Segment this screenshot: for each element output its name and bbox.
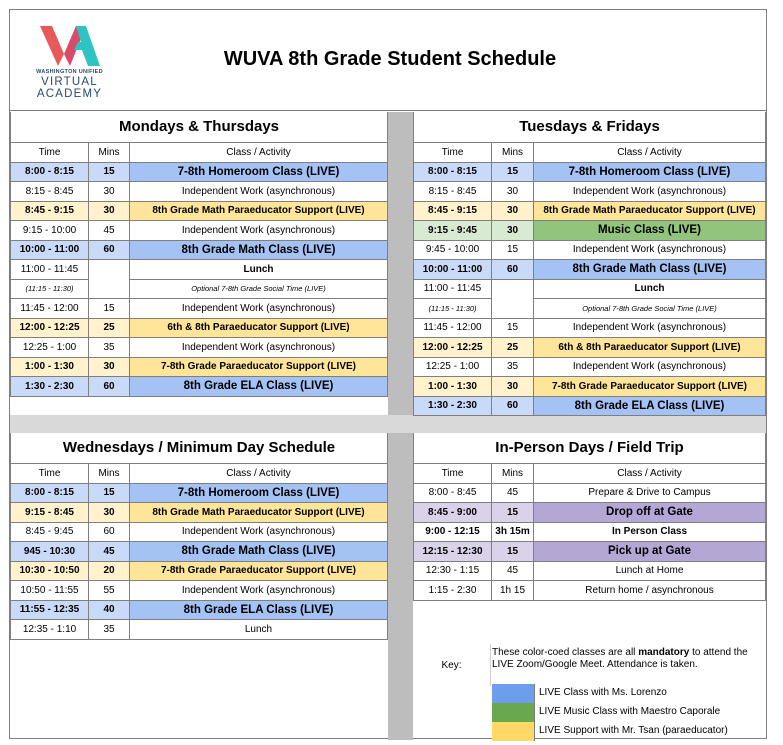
row-mins: 15 <box>89 483 130 503</box>
key-swatch <box>492 722 535 741</box>
va-logo-icon <box>40 24 100 68</box>
key-label: Key: <box>413 644 491 686</box>
table-row <box>414 182 766 202</box>
row-mins: 3h 15m <box>492 522 534 542</box>
row-activity: 7-8th Homeroom Class (LIVE) <box>130 162 388 182</box>
row-activity: 7-8th Homeroom Class (LIVE) <box>534 162 766 182</box>
row-time: 9:15 - 8:45 <box>11 503 89 523</box>
row-mins: 1h 15 <box>492 581 534 601</box>
table-row <box>414 240 766 260</box>
row-time: 12:00 - 12:25 <box>414 338 492 358</box>
schedule-sheet <box>9 9 767 739</box>
row-mins: 45 <box>89 542 130 562</box>
row-mins: 35 <box>492 357 534 377</box>
row-time: 8:45 - 9:45 <box>11 522 89 542</box>
row-time: 9:00 - 12:15 <box>414 522 492 542</box>
row-time: 10:00 - 11:00 <box>414 260 492 280</box>
row-mins: 60 <box>89 240 130 260</box>
panel-title: Wednesdays / Minimum Day Schedule <box>11 433 388 463</box>
table-row <box>11 182 388 202</box>
table-row <box>414 542 766 562</box>
row-activity: 7-8th Homeroom Class (LIVE) <box>130 483 388 503</box>
page-title: WUVA 8th Grade Student Schedule <box>223 48 557 70</box>
row-mins: 60 <box>89 377 130 397</box>
row-mins: 35 <box>89 338 130 358</box>
col-header-activity: Class / Activity <box>534 463 766 483</box>
table-row <box>11 338 388 358</box>
col-header-activity: Class / Activity <box>534 142 766 162</box>
panel-tue-fri <box>413 112 766 416</box>
table-row <box>414 377 766 397</box>
logo-subtext: WASHINGTON UNIFIED <box>36 69 103 75</box>
table-row <box>11 260 388 280</box>
col-header-activity: Class / Activity <box>130 142 388 162</box>
table-row <box>11 377 388 397</box>
row-time: 8:45 - 9:00 <box>414 503 492 523</box>
row-mins: 55 <box>89 581 130 601</box>
table-row <box>414 522 766 542</box>
row-time: 1:00 - 1:30 <box>11 357 89 377</box>
row-time: 9:15 - 9:45 <box>414 221 492 241</box>
row-activity: 6th & 8th Paraeducator Support (LIVE) <box>534 338 766 358</box>
panel-title: In-Person Days / Field Trip <box>414 433 766 463</box>
row-activity: 6th & 8th Paraeducator Support (LIVE) <box>130 318 388 338</box>
row-time: 9:45 - 10:00 <box>414 240 492 260</box>
row-time: 8:45 - 9:15 <box>11 201 89 221</box>
row-time: 10:30 - 10:50 <box>11 561 89 581</box>
row-activity: 7-8th Grade Paraeducator Support (LIVE) <box>130 357 388 377</box>
row-time: 1:15 - 2:30 <box>414 581 492 601</box>
panel-title: Mondays & Thursdays <box>11 112 388 142</box>
row-activity: 8th Grade Math Class (LIVE) <box>130 240 388 260</box>
table-row <box>11 581 388 601</box>
row-mins: 30 <box>89 182 130 202</box>
col-header-time: Time <box>414 463 492 483</box>
row-activity: Lunch <box>130 260 388 280</box>
table-row <box>11 240 388 260</box>
row-time: (11:15 - 11:30) <box>414 299 492 319</box>
wuva-logo <box>32 24 107 100</box>
col-header-activity: Class / Activity <box>130 463 388 483</box>
row-time: 8:45 - 9:15 <box>414 201 492 221</box>
row-mins: 30 <box>492 377 534 397</box>
col-header-mins: Mins <box>492 142 534 162</box>
color-key <box>413 644 766 740</box>
row-activity: Optional 7-8th Grade Social Time (LIVE) <box>534 299 766 319</box>
key-item-yellow <box>492 722 766 741</box>
row-activity: Music Class (LIVE) <box>534 221 766 241</box>
table-row <box>11 483 388 503</box>
row-mins: 25 <box>89 318 130 338</box>
divider-horizontal <box>10 415 766 433</box>
header <box>10 10 766 111</box>
table-row <box>11 600 388 620</box>
row-time: 10:00 - 11:00 <box>11 240 89 260</box>
row-time: 12:25 - 1:00 <box>11 338 89 358</box>
key-text: LIVE Class with Ms. Lorenzo <box>539 687 667 698</box>
row-mins: 60 <box>492 396 534 416</box>
row-mins: 45 <box>492 483 534 503</box>
row-activity: Drop off at Gate <box>534 503 766 523</box>
row-activity: 8th Grade Math Paraeducator Support (LIVE) <box>534 201 766 221</box>
row-activity: Lunch at Home <box>534 561 766 581</box>
table-row <box>11 221 388 241</box>
row-time: 11:00 - 11:45 <box>11 260 89 280</box>
col-header-mins: Mins <box>89 463 130 483</box>
row-mins: 30 <box>89 357 130 377</box>
table-row <box>11 561 388 581</box>
row-time: 12:30 - 1:15 <box>414 561 492 581</box>
row-time: 1:30 - 2:30 <box>11 377 89 397</box>
row-activity: 8th Grade Math Paraeducator Support (LIVE) <box>130 503 388 523</box>
row-time: 8:15 - 8:45 <box>414 182 492 202</box>
row-time: 12:35 - 1:10 <box>11 620 89 640</box>
table-row <box>414 581 766 601</box>
row-activity: Independent Work (asynchronous) <box>534 357 766 377</box>
table-row <box>11 318 388 338</box>
row-time: 8:00 - 8:15 <box>414 162 492 182</box>
row-mins: 30 <box>492 182 534 202</box>
row-mins <box>492 279 534 318</box>
key-swatch <box>492 703 535 722</box>
row-mins: 15 <box>89 162 130 182</box>
row-activity: Independent Work (asynchronous) <box>130 221 388 241</box>
logo-text-virtual: VIRTUAL <box>41 76 98 88</box>
table-row <box>414 221 766 241</box>
key-description: These color-coed classes are all mandatory to attend the LIVE Zoom/Google Meet. Attendance is taken. <box>492 647 748 670</box>
key-text: LIVE Music Class with Maestro Caporale <box>539 706 721 717</box>
row-activity: Independent Work (asynchronous) <box>534 318 766 338</box>
row-time: 12:15 - 12:30 <box>414 542 492 562</box>
table-row <box>414 299 766 319</box>
row-time: 11:00 - 11:45 <box>414 279 492 299</box>
table-row <box>11 542 388 562</box>
table-row <box>414 483 766 503</box>
row-mins: 15 <box>492 542 534 562</box>
row-activity: 8th Grade ELA Class (LIVE) <box>130 600 388 620</box>
table-row <box>414 162 766 182</box>
table-row <box>414 561 766 581</box>
row-mins: 60 <box>492 260 534 280</box>
row-mins: 30 <box>89 201 130 221</box>
col-header-mins: Mins <box>89 142 130 162</box>
row-activity: In Person Class <box>534 522 766 542</box>
table-row <box>414 338 766 358</box>
table-row <box>414 503 766 523</box>
row-activity: 7-8th Grade Paraeducator Support (LIVE) <box>130 561 388 581</box>
row-activity: Lunch <box>130 620 388 640</box>
row-time: 945 - 10:30 <box>11 542 89 562</box>
panel-in-person <box>413 433 766 601</box>
row-activity: Independent Work (asynchronous) <box>130 338 388 358</box>
row-time: 8:15 - 8:45 <box>11 182 89 202</box>
row-activity: 8th Grade Math Class (LIVE) <box>130 542 388 562</box>
row-activity: 8th Grade ELA Class (LIVE) <box>534 396 766 416</box>
table-row <box>414 201 766 221</box>
row-activity: 8th Grade Math Class (LIVE) <box>534 260 766 280</box>
row-activity: Return home / asynchronous <box>534 581 766 601</box>
row-mins: 15 <box>89 299 130 319</box>
table-row <box>414 279 766 299</box>
key-item-green <box>492 703 766 722</box>
row-activity: Prepare & Drive to Campus <box>534 483 766 503</box>
row-time: 10:50 - 11:55 <box>11 581 89 601</box>
row-mins: 35 <box>89 620 130 640</box>
row-mins: 20 <box>89 561 130 581</box>
row-mins: 30 <box>492 221 534 241</box>
row-activity: 8th Grade ELA Class (LIVE) <box>130 377 388 397</box>
row-mins: 45 <box>89 221 130 241</box>
key-text: LIVE Support with Mr. Tsan (paraeducator) <box>539 725 728 736</box>
row-time: 8:00 - 8:15 <box>11 162 89 182</box>
table-row <box>11 620 388 640</box>
table-row <box>11 162 388 182</box>
table-row <box>414 396 766 416</box>
row-time: 8:00 - 8:15 <box>11 483 89 503</box>
col-header-mins: Mins <box>492 463 534 483</box>
row-time: 11:45 - 12:00 <box>11 299 89 319</box>
row-mins: 30 <box>89 503 130 523</box>
col-header-time: Time <box>11 142 89 162</box>
row-activity: Lunch <box>534 279 766 299</box>
panel-mon-thu <box>10 112 388 397</box>
row-mins: 15 <box>492 240 534 260</box>
row-activity: 7-8th Grade Paraeducator Support (LIVE) <box>534 377 766 397</box>
row-activity: Independent Work (asynchronous) <box>534 240 766 260</box>
panel-wednesday <box>10 433 388 640</box>
row-activity: Optional 7-8th Grade Social Time (LIVE) <box>130 279 388 299</box>
row-time: (11:15 - 11:30) <box>11 279 89 299</box>
row-mins: 40 <box>89 600 130 620</box>
table-row <box>11 201 388 221</box>
row-activity: Independent Work (asynchronous) <box>130 522 388 542</box>
row-activity: Independent Work (asynchronous) <box>130 299 388 319</box>
row-activity: Independent Work (asynchronous) <box>534 182 766 202</box>
row-activity: Independent Work (asynchronous) <box>130 182 388 202</box>
row-mins <box>89 260 130 299</box>
row-activity: Pick up at Gate <box>534 542 766 562</box>
row-time: 9:15 - 10:00 <box>11 221 89 241</box>
row-mins: 45 <box>492 561 534 581</box>
row-mins: 15 <box>492 318 534 338</box>
row-mins: 60 <box>89 522 130 542</box>
row-mins: 25 <box>492 338 534 358</box>
row-time: 12:00 - 12:25 <box>11 318 89 338</box>
row-time: 12:25 - 1:00 <box>414 357 492 377</box>
logo-text-academy: ACADEMY <box>36 88 103 100</box>
row-time: 8:00 - 8:45 <box>414 483 492 503</box>
table-row <box>414 357 766 377</box>
row-mins: 15 <box>492 162 534 182</box>
table-row <box>414 260 766 280</box>
table-row <box>414 318 766 338</box>
row-time: 1:30 - 2:30 <box>414 396 492 416</box>
key-swatch <box>492 684 535 703</box>
row-time: 11:55 - 12:35 <box>11 600 89 620</box>
table-row <box>11 299 388 319</box>
table-row <box>11 357 388 377</box>
row-mins: 30 <box>492 201 534 221</box>
row-mins: 15 <box>492 503 534 523</box>
table-row <box>11 279 388 299</box>
table-row <box>11 503 388 523</box>
col-header-time: Time <box>11 463 89 483</box>
col-header-time: Time <box>414 142 492 162</box>
row-time: 11:45 - 12:00 <box>414 318 492 338</box>
row-activity: Independent Work (asynchronous) <box>130 581 388 601</box>
table-row <box>11 522 388 542</box>
row-activity: 8th Grade Math Paraeducator Support (LIVE) <box>130 201 388 221</box>
panel-title: Tuesdays & Fridays <box>414 112 766 142</box>
row-time: 1:00 - 1:30 <box>414 377 492 397</box>
key-item-blue <box>492 684 766 703</box>
